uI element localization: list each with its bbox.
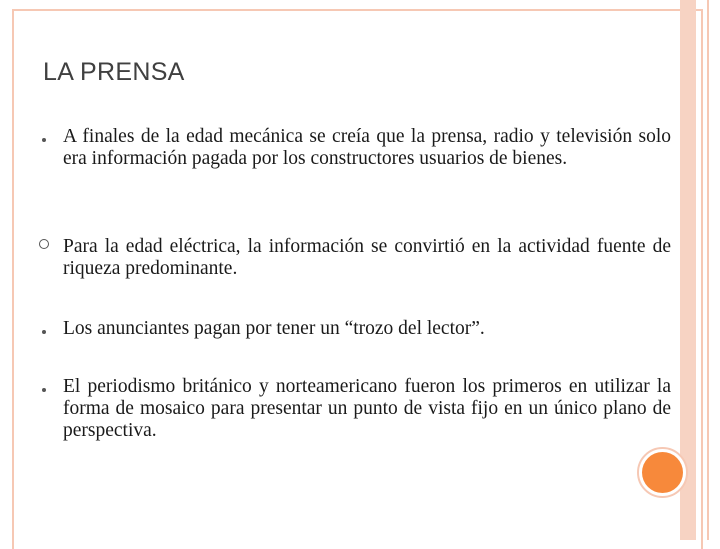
bullet-text: A finales de la edad mecánica se creía que la prensa, radio y televisión solo era información pagada por los constructores usuarios de bienes. (63, 126, 671, 169)
decorative-right-line (707, 0, 709, 540)
dot-bullet-icon (39, 381, 49, 396)
bullet-item (63, 236, 671, 280)
bullet-text: Para la edad eléctrica, la información se convirtió en la actividad fuente de riqueza predominante. (63, 236, 671, 279)
bullet-text: El periodismo británico y norteamericano fueron los primeros en utilizar la forma de mosaico para presentar un punto de vista fijo en un único plano de perspectiva. (63, 376, 671, 441)
bullet-item (63, 376, 671, 442)
decorative-orange-circle (642, 452, 683, 493)
bullet-text: Los anunciantes pagan por tener un “trozo del lector”. (63, 318, 485, 339)
ring-bullet-icon (39, 238, 49, 253)
bullet-item (63, 318, 671, 340)
dot-bullet-icon (39, 323, 49, 338)
slide-title: LA PRENSA (43, 58, 185, 86)
dot-bullet-icon (39, 131, 49, 146)
bullet-item (63, 126, 671, 170)
